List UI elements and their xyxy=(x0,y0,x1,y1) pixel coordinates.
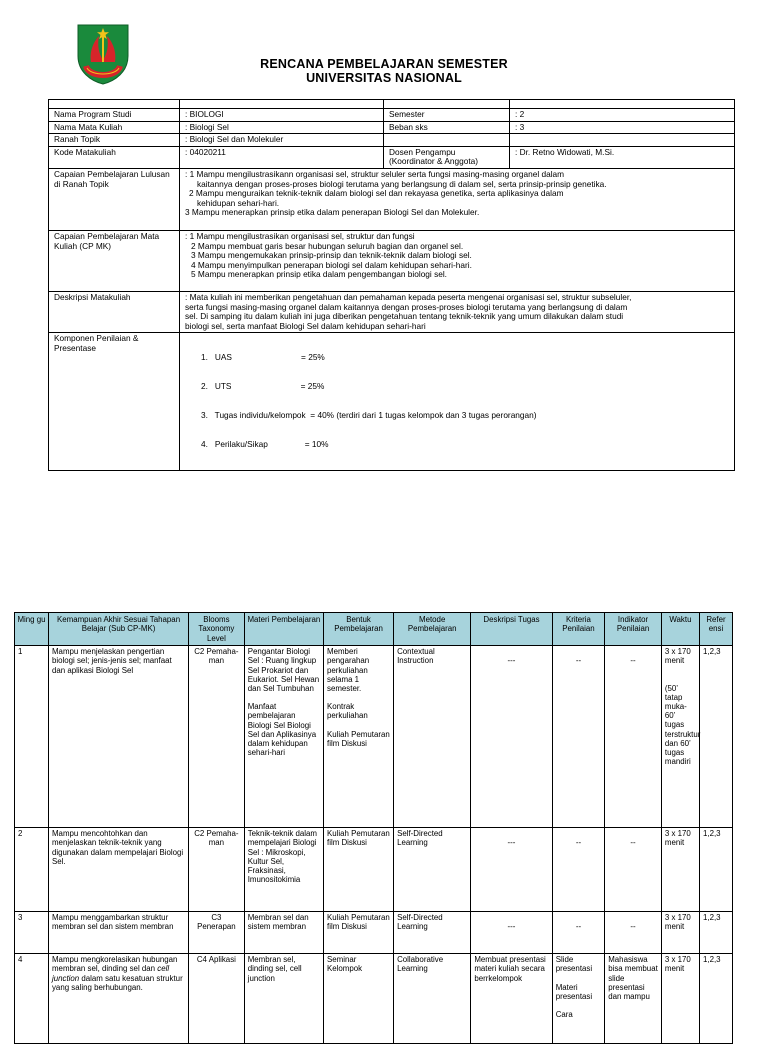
cpmk-label: Capaian Pembelajaran Mata Kuliah (CP MK) xyxy=(49,230,180,291)
cpl-item: 3 Mampu menerapkan prinsip etika dalam penerapan Biologi Sel dan Molekuler. xyxy=(185,207,480,218)
task-cell: --- xyxy=(471,828,552,912)
task-cell: --- xyxy=(471,912,552,954)
header-blooms: Blooms Taxonomy Level xyxy=(189,613,245,646)
assessment-label-line2: Presentase xyxy=(54,342,96,353)
course-value: : Biologi Sel xyxy=(180,121,384,134)
form-cell: Seminar Kelompok xyxy=(324,954,394,1044)
blooms-cell: C3 Penerapan xyxy=(189,912,245,954)
cpmk-item: : 1 Mampu mengilustrasikan organisasi sel, struktur dan fungsi xyxy=(185,230,415,241)
weekly-plan-table xyxy=(14,612,733,1044)
lecturer-label-line2: (Koordinator & Anggota) xyxy=(389,156,479,167)
header-week: Ming gu xyxy=(15,613,49,646)
criteria-cell: -- xyxy=(552,912,605,954)
lecturer-value: : Dr. Retno Widowati, M.Si. xyxy=(510,146,735,168)
header-method: Metode Pembelajaran xyxy=(394,613,471,646)
cpmk-item: 3 Mampu mengemukakan prinsip-prinsip dan teknik-teknik dalam biologi sel. xyxy=(191,250,472,261)
description-line: biologi sel, serta manfaat Biologi Sel dalam kehidupan sehari-hari xyxy=(185,320,426,331)
ability-cell: Mampu menjelaskan pengertian biologi sel; jenis-jenis sel; manfaat dan aplikasi Biologi Sel xyxy=(48,646,188,828)
code-value: : 04020211 xyxy=(180,146,384,168)
lecturer-label xyxy=(384,146,510,168)
info-row-assessment xyxy=(49,333,735,470)
material-cell: Teknik-teknik dalam mempelajari Biologi Sel : Mikroskopi, Kultur Sel, Fraksinasi, Imunositokimia xyxy=(244,828,323,912)
topic-empty-cell xyxy=(510,134,735,147)
blooms-cell: C2 Pemaha-man xyxy=(189,646,245,828)
info-row-cpmk xyxy=(49,230,735,291)
header-ref: Refer ensi xyxy=(699,613,732,646)
ability-text: Mampu mengkorelasikan hubungan membran sel, dinding sel dan xyxy=(51,955,178,974)
assessment-label-line1: Komponen Penilaian & xyxy=(54,333,139,344)
ability-emphasis: cell junction xyxy=(51,964,170,983)
table-row xyxy=(15,912,733,954)
cpmk-item: 2 Mampu membuat garis besar hubungan seluruh bagian dan organel sel. xyxy=(191,240,464,251)
material-cell: Membran sel, dinding sel, cell junction xyxy=(244,954,323,1044)
code-label: Kode Matakuliah xyxy=(49,146,180,168)
criteria-cell: -- xyxy=(552,828,605,912)
criteria-part: Cara xyxy=(555,1010,573,1020)
topic-value: : Biologi Sel dan Molekuler xyxy=(180,134,384,147)
semester-value: : 2 xyxy=(510,109,735,122)
description-line: : Mata kuliah ini memberikan pengetahuan dan pemahaman kepada peserta mengenai organisasi sel, struktur subseluler, xyxy=(185,291,632,302)
time-part: 3 x 170 menit xyxy=(664,647,691,666)
form-part: Kontrak perkuliahan xyxy=(327,702,368,721)
indicator-cell: -- xyxy=(605,912,662,954)
ability-cell: Mampu menggambarkan struktur membran sel dan sistem membran xyxy=(48,912,188,954)
indicator-cell: -- xyxy=(605,828,662,912)
lecturer-label-line1: Dosen Pengampu xyxy=(389,146,456,157)
method-cell: Collaborative Learning xyxy=(394,954,471,1044)
topic-empty-cell xyxy=(384,134,510,147)
program-value: : BIOLOGI xyxy=(180,109,384,122)
criteria-cell xyxy=(552,954,605,1044)
week-cell: 1 xyxy=(15,646,49,828)
cpl-list xyxy=(180,168,735,230)
cpl-item: : 1 Mampu mengilustrasikann organisasi sel, struktur seluler serta fungsi masing-masing organel dalam xyxy=(185,168,565,179)
header-task: Deskripsi Tugas xyxy=(471,613,552,646)
form-cell: Kuliah Pemutaran film Diskusi xyxy=(324,828,394,912)
form-part: Kuliah Pemutaran film Diskusi xyxy=(327,729,390,748)
task-cell: --- xyxy=(471,646,552,828)
cpmk-item: 4 Mampu menyimpulkan penerapan biologi sel dalam kehidupan sehari-hari. xyxy=(191,259,472,270)
method-cell: Self-Directed Learning xyxy=(394,828,471,912)
table-row xyxy=(15,828,733,912)
cpl-label: Capaian Pembelajaran Lulusan di Ranah Topik xyxy=(49,168,180,230)
info-row-topic xyxy=(49,134,735,147)
ref-cell: 1,2,3 xyxy=(699,954,732,1044)
criteria-part: Slide presentasi xyxy=(555,955,593,974)
topic-label: Ranah Topik xyxy=(49,134,180,147)
university-name: UNIVERSITAS NASIONAL xyxy=(306,71,462,85)
form-cell: Kuliah Pemutaran film Diskusi xyxy=(324,912,394,954)
assessment-item: 3. Tugas individu/kelompok = 40% (terdiri dari 1 tugas kelompok dan 3 tugas perorangan) xyxy=(201,410,537,421)
header-form: Bentuk Pembelajaran xyxy=(324,613,394,646)
week-cell: 2 xyxy=(15,828,49,912)
assessment-item: 2. UTS = 25% xyxy=(201,381,325,392)
ability-cell xyxy=(48,954,188,1044)
course-label: Nama Mata Kuliah xyxy=(49,121,180,134)
info-spacer-row xyxy=(49,100,735,109)
ref-cell: 1,2,3 xyxy=(699,646,732,828)
week-cell: 3 xyxy=(15,912,49,954)
description-label: Deskripsi Matakuliah xyxy=(49,291,180,332)
credits-value: : 3 xyxy=(510,121,735,134)
blooms-cell: C2 Pemaha-man xyxy=(189,828,245,912)
task-cell: Membuat presentasi materi kuliah secara berrkelompok xyxy=(471,954,552,1044)
indicator-cell: Mahasiswa bisa membuat slide presentasi dan mampu xyxy=(605,954,662,1044)
program-label: Nama Program Studi xyxy=(49,109,180,122)
cpl-item: kaitannya dengan proses-proses biologi terutama yang berlangsung di dalam sel, serta prinsip-prinsip genetika. xyxy=(197,178,607,189)
indicator-cell: -- xyxy=(605,646,662,828)
criteria-part: Materi presentasi xyxy=(555,982,593,1001)
info-row-code xyxy=(49,146,735,168)
time-cell: 3 x 170 menit xyxy=(661,828,699,912)
header-time: Waktu xyxy=(661,613,699,646)
assessment-item: 4. Perilaku/Sikap = 10% xyxy=(201,438,329,449)
material-cell: Membran sel dan sistem membran xyxy=(244,912,323,954)
time-cell xyxy=(661,646,699,828)
course-info-table xyxy=(48,99,735,471)
cpmk-item: 5 Mampu menerapkan prinsip etika dalam pengembangan biologi sel. xyxy=(191,269,447,280)
table-row xyxy=(15,646,733,828)
table-row xyxy=(15,954,733,1044)
material-part: Manfaat pembelajaran Biologi Sel Biologi Sel dan Aplikasinya dalam kehidupan sehari-hari xyxy=(247,702,317,758)
criteria-cell: -- xyxy=(552,646,605,828)
header-indicator: Indikator Penilaian xyxy=(605,613,662,646)
cpl-item: 2 Mampu menguraikan teknik-teknik dalam biologi sel dan rekayasa genetika, serta aplikasinya dalam xyxy=(189,188,564,199)
cpl-item: kehidupan sehari-hari. xyxy=(197,197,280,208)
semester-label: Semester xyxy=(384,109,510,122)
method-cell: Self-Directed Learning xyxy=(394,912,471,954)
info-row-course xyxy=(49,121,735,134)
ref-cell: 1,2,3 xyxy=(699,828,732,912)
assessment-list xyxy=(180,333,735,470)
university-crest-icon xyxy=(75,22,131,86)
assessment-label xyxy=(49,333,180,470)
blooms-cell: C4 Aplikasi xyxy=(189,954,245,1044)
cpmk-list xyxy=(180,230,735,291)
week-cell: 4 xyxy=(15,954,49,1044)
assessment-item: 1. UAS = 25% xyxy=(201,352,325,363)
header-material: Materi Pembelajaran xyxy=(244,613,323,646)
document-title: RENCANA PEMBELAJARAN SEMESTER xyxy=(260,57,508,71)
form-cell xyxy=(324,646,394,828)
plan-header-row xyxy=(15,613,733,646)
ability-cell: Mampu mencohtohkan dan menjelaskan teknik-teknik yang digunakan dalam mempelajari Biologi Sel. xyxy=(48,828,188,912)
time-cell: 3 x 170 menit xyxy=(661,912,699,954)
description-line: serta fungsi masing-masing organel dalam kaitannya dengan proses-proses biologi terutama yang berlangsung di dalam xyxy=(185,301,628,312)
info-row-cpl xyxy=(49,168,735,230)
time-part: (50’ tatap muka-60’ tugas terstruktur dan 60’ tugas mandiri xyxy=(664,683,701,767)
header-ability: Kemampuan Akhir Sesuai Tahapan Belajar (Sub CP-MK) xyxy=(48,613,188,646)
description-text xyxy=(180,291,735,332)
material-part: Pengantar Biologi Sel : Ruang lingkup Sel Prokariot dan Eukariot. Sel Hewan dan Sel Tumbuhan xyxy=(247,647,320,694)
credits-label: Beban sks xyxy=(384,121,510,134)
material-cell xyxy=(244,646,323,828)
ref-cell: 1,2,3 xyxy=(699,912,732,954)
description-line: sel. Di samping itu dalam kuliah ini juga diberikan pengetahuan tentang teknik-teknik yang umum dilakukan dalam studi xyxy=(185,311,624,322)
header-criteria: Kriteria Penilaian xyxy=(552,613,605,646)
form-part: Memberi pengarahan perkuliahan selama 1 semester. xyxy=(327,647,370,694)
time-cell: 3 x 170 menit xyxy=(661,954,699,1044)
info-row-description xyxy=(49,291,735,332)
info-row-program xyxy=(49,109,735,122)
ability-text: dalam satu kesatuan struktur yang saling berhubungan. xyxy=(51,973,183,992)
method-cell: Contextual Instruction xyxy=(394,646,471,828)
